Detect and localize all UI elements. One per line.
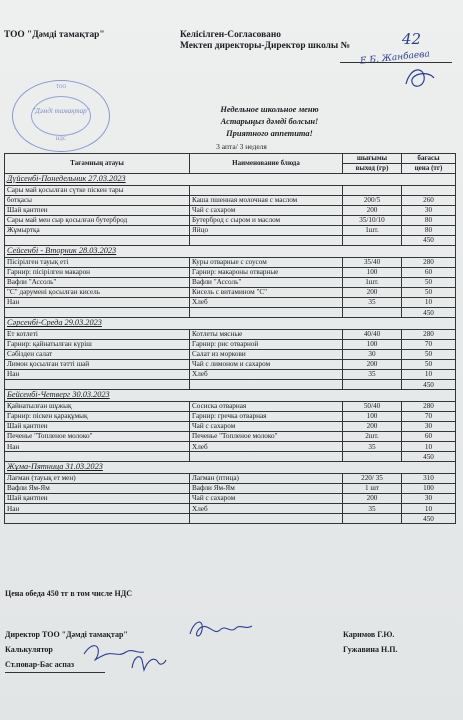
dish-output: 100 (343, 267, 402, 277)
day-name: Бейсенбі-Четверг 30.03.2023 (5, 390, 456, 402)
dish-price: 280 (402, 257, 456, 267)
day-name: Дүйсенбі-Понедельник 27.03.2023 (5, 174, 456, 186)
empty-cell (190, 236, 343, 246)
empty-cell (190, 308, 343, 318)
menu-title: Недельное школьное меню (220, 105, 319, 114)
col-header-ru: Наименование блюда (190, 154, 343, 174)
table-row (5, 329, 456, 339)
empty-cell (190, 514, 343, 524)
dish-output: 35 (343, 504, 402, 514)
dish-name-ru: Котлеты мясные (190, 329, 343, 339)
empty-cell (190, 380, 343, 390)
dish-output: 100 (343, 339, 402, 349)
day-total: 450 (402, 514, 456, 524)
day-header-row (5, 462, 456, 474)
dish-name-ru: Вафли "Ассоль" (190, 277, 343, 287)
week-label: 3 апта/ 3 неделя (216, 142, 267, 151)
greeting-ru: Приятного аппетита! (226, 129, 313, 138)
dish-output: 200 (343, 205, 402, 215)
dish-output: 200 (343, 494, 402, 504)
table-row (5, 432, 456, 442)
dish-price: 50 (402, 350, 456, 360)
dish-name-kz: Гарнир: піскен қарақұмық (5, 411, 190, 421)
dish-output: 2шт. (343, 432, 402, 442)
dish-name-ru (190, 185, 343, 195)
empty-cell (190, 452, 343, 462)
dish-output: 200/5 (343, 195, 402, 205)
dish-price: 80 (402, 215, 456, 225)
dish-name-kz: Вафли "Ассоль" (5, 277, 190, 287)
dish-name-kz: ботқасы (5, 195, 190, 205)
director-name: Каримов Г.Ю. (343, 630, 395, 639)
greeting-kz: Астарыңыз дәмді болсын! (220, 117, 319, 126)
day-total-row (5, 380, 456, 390)
chef-label: Ст.повар-Бас аспаз (5, 660, 75, 669)
dish-output: 30 (343, 350, 402, 360)
day-header-row (5, 390, 456, 402)
empty-cell (343, 380, 402, 390)
dish-output (343, 185, 402, 195)
dish-name-kz: Нан (5, 370, 190, 380)
dish-price: 60 (402, 267, 456, 277)
day-name: Сейсенбі - Вторник 28.03.2023 (5, 246, 456, 258)
dish-price: 70 (402, 339, 456, 349)
dish-output: 50/40 (343, 401, 402, 411)
dish-name-kz: Пісірілген тауық еті (5, 257, 190, 267)
day-name: Жұма-Пятница 31.03.2023 (5, 462, 456, 474)
dish-name-ru: Каша пшенная молочная с маслом (190, 195, 343, 205)
table-row (5, 401, 456, 411)
table-row (5, 339, 456, 349)
price-note: Цена обеда 450 тг в том числе НДС (5, 589, 132, 598)
day-name: Сәрсенбі-Среда 29.03.2023 (5, 318, 456, 330)
table-row (5, 298, 456, 308)
dish-name-kz: Нан (5, 298, 190, 308)
dish-name-ru: Гарнир: макароны отварные (190, 267, 343, 277)
empty-cell (5, 308, 190, 318)
dish-price: 50 (402, 288, 456, 298)
dish-name-kz: Қайнатылған шұжық (5, 401, 190, 411)
organization-name: ТОО "Дәмді тамақтар" (4, 30, 105, 40)
day-header-row (5, 318, 456, 330)
dish-price: 70 (402, 411, 456, 421)
dish-price: 10 (402, 370, 456, 380)
dish-price (402, 185, 456, 195)
empty-cell (5, 236, 190, 246)
dish-name-kz: Лағман (тауық ет мен) (5, 473, 190, 483)
dish-name-kz: Вафли Ям-Ям (5, 484, 190, 494)
day-total-row (5, 452, 456, 462)
day-total-row (5, 514, 456, 524)
dish-price: 260 (402, 195, 456, 205)
dish-output: 200 (343, 288, 402, 298)
director-signature-scribble (186, 616, 256, 644)
table-row (5, 422, 456, 432)
dish-name-kz: Гарнир: қайнатылған күріш (5, 339, 190, 349)
dish-name-ru: Вафли Ям-Ям (190, 484, 343, 494)
dish-price: 10 (402, 442, 456, 452)
day-total: 450 (402, 308, 456, 318)
table-row (5, 350, 456, 360)
table-row (5, 370, 456, 380)
col-header-price: цена (тг) (402, 164, 456, 174)
dish-price: 10 (402, 504, 456, 514)
dish-name-kz: Сәбізден салат (5, 350, 190, 360)
dish-output: 220/ 35 (343, 473, 402, 483)
director-label: Директор ТОО "Дәмді тамақтар" (5, 630, 128, 639)
empty-cell (5, 514, 190, 524)
dish-output: 40/40 (343, 329, 402, 339)
table-row (5, 442, 456, 452)
dish-price: 50 (402, 360, 456, 370)
dish-name-ru: Салат из моркови (190, 350, 343, 360)
dish-name-ru: Сосиска отварная (190, 401, 343, 411)
empty-cell (343, 514, 402, 524)
dish-price: 280 (402, 329, 456, 339)
dish-name-kz: Лимон қосылған тәтті шай (5, 360, 190, 370)
table-row (5, 411, 456, 421)
col-header-output-kz: шығымы (343, 154, 402, 164)
table-row (5, 504, 456, 514)
empty-cell (343, 236, 402, 246)
dish-price: 30 (402, 494, 456, 504)
approval-label: Келісілген-Согласовано (180, 30, 281, 40)
dish-name-ru: Лагман (птица) (190, 473, 343, 483)
signature-line (340, 62, 452, 63)
dish-name-kz: Печенье "Топленое молоко" (5, 432, 190, 442)
dish-output: 35 (343, 298, 402, 308)
table-header-row-1 (5, 154, 456, 164)
dish-name-ru: Хлеб (190, 442, 343, 452)
dish-name-kz: Жұмыртқа (5, 226, 190, 236)
dish-name-ru: Гарнир: гречка отварная (190, 411, 343, 421)
dish-price: 10 (402, 298, 456, 308)
dish-name-ru: Печенье "Топленое молоко" (190, 432, 343, 442)
handwritten-initials (400, 64, 438, 92)
dish-name-kz: Нан (5, 442, 190, 452)
empty-cell (5, 452, 190, 462)
dish-output: 100 (343, 411, 402, 421)
director-signature: Е.Б. Жанбаева (359, 49, 431, 67)
dish-name-ru: Бутерброд с сыром и маслом (190, 215, 343, 225)
table-row (5, 277, 456, 287)
dish-price: 30 (402, 422, 456, 432)
dish-name-ru: Куры отварные с соусом (190, 257, 343, 267)
table-row (5, 360, 456, 370)
table-row (5, 226, 456, 236)
empty-cell (343, 308, 402, 318)
dish-output: 1шт. (343, 277, 402, 287)
dish-name-ru: Чай с сахаром (190, 494, 343, 504)
calculator-name: Гужавина Н.П. (343, 645, 398, 654)
chef-signature-line (5, 672, 105, 673)
day-total: 450 (402, 452, 456, 462)
table-row (5, 257, 456, 267)
dish-price: 50 (402, 277, 456, 287)
day-total: 450 (402, 380, 456, 390)
dish-name-ru: Хлеб (190, 504, 343, 514)
dish-output: 35 (343, 370, 402, 380)
dish-price: 310 (402, 473, 456, 483)
dish-output: 35/40 (343, 257, 402, 267)
dish-price: 100 (402, 484, 456, 494)
table-row (5, 215, 456, 225)
dish-name-kz: Сары май қосылған сүтке піскен тары (5, 185, 190, 195)
dish-name-kz: Шай қантпен (5, 494, 190, 504)
dish-output: 35 (343, 442, 402, 452)
dish-name-ru: Яйцо (190, 226, 343, 236)
col-header-output: выход (гр) (343, 164, 402, 174)
dish-output: 1 шт (343, 484, 402, 494)
dish-name-kz: Сары май мен сыр қосылған бутерброд (5, 215, 190, 225)
dish-name-ru: Гарнир: рис отварной (190, 339, 343, 349)
dish-name-ru: Хлеб (190, 298, 343, 308)
table-row (5, 494, 456, 504)
table-row (5, 205, 456, 215)
col-header-price-kz: бағасы (402, 154, 456, 164)
dish-output: 35/10/10 (343, 215, 402, 225)
dish-name-ru: Чай с лимоном и сахаром (190, 360, 343, 370)
dish-price: 280 (402, 401, 456, 411)
day-total-row (5, 308, 456, 318)
table-row (5, 473, 456, 483)
school-director-label: Мектеп директоры-Директор школы № (180, 41, 350, 51)
dish-output: 200 (343, 422, 402, 432)
menu-table (4, 153, 456, 524)
dish-price: 30 (402, 205, 456, 215)
dish-price: 80 (402, 226, 456, 236)
day-total-row (5, 236, 456, 246)
dish-name-kz: "С" дәрумені қосылған кисель (5, 288, 190, 298)
school-number: 42 (402, 30, 422, 48)
dish-name-ru: Кисель с витамином "С" (190, 288, 343, 298)
empty-cell (5, 380, 190, 390)
table-row (5, 195, 456, 205)
table-row (5, 185, 456, 195)
table-row (5, 484, 456, 494)
dish-price: 60 (402, 432, 456, 442)
dish-name-kz: Шай қантпен (5, 205, 190, 215)
chef-signature-scribble (128, 650, 168, 674)
day-header-row (5, 174, 456, 186)
dish-name-kz: Нан (5, 504, 190, 514)
company-stamp: ТОО "Дәмді тамақтар" НДС (12, 80, 110, 152)
day-header-row (5, 246, 456, 258)
dish-output: 200 (343, 360, 402, 370)
calculator-label: Калькулятор (5, 645, 53, 654)
table-row (5, 288, 456, 298)
dish-name-ru: Хлеб (190, 370, 343, 380)
dish-output: 1шт. (343, 226, 402, 236)
dish-name-ru: Чай с сахаром (190, 205, 343, 215)
table-row (5, 267, 456, 277)
dish-name-kz: Гарнир: пісірілген макарон (5, 267, 190, 277)
dish-name-kz: Шай қантпен (5, 422, 190, 432)
col-header-kz: Тағамның атауы (5, 154, 190, 174)
day-total: 450 (402, 236, 456, 246)
dish-name-ru: Чай с сахаром (190, 422, 343, 432)
dish-name-kz: Ет котлеті (5, 329, 190, 339)
empty-cell (343, 452, 402, 462)
